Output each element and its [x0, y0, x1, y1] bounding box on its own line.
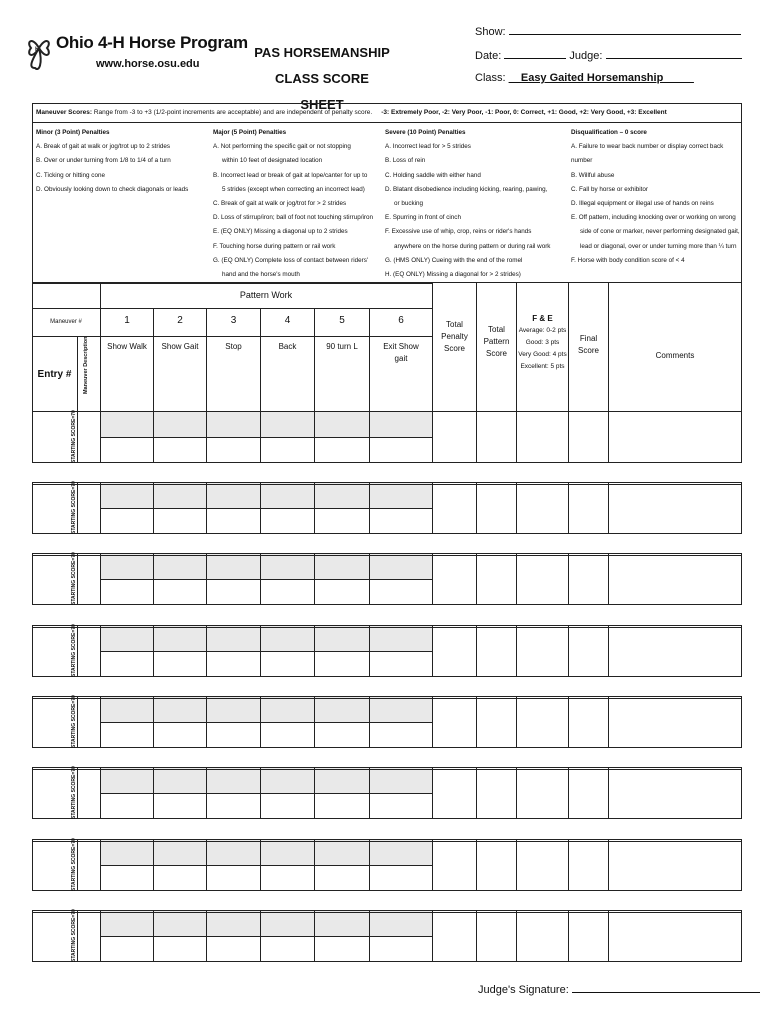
starting-score-label: STARTING SCORE=70	[71, 552, 77, 605]
starting-score-label: STARTING SCORE=70	[71, 909, 77, 962]
maneuver-number-label: Maneuver #	[50, 319, 82, 325]
program-title: Ohio 4-H Horse Program	[56, 33, 248, 52]
penalty-item: B. Loss of rein	[385, 157, 426, 165]
disq-heading: Disqualification – 0 score	[571, 129, 647, 136]
class-value: __Easy Gaited Horsemanship_____	[508, 72, 694, 84]
show-field[interactable]	[475, 24, 741, 38]
grid-line	[476, 767, 477, 819]
grid-line	[516, 411, 517, 463]
penalty-item: D. Illegal equipment or illegal use of hands on reins	[571, 200, 714, 208]
penalty-item: within 10 feet of designated location	[222, 157, 323, 165]
penalty-item: B. Willful abuse	[571, 171, 615, 179]
entry-block	[32, 411, 742, 463]
penalty-cell[interactable]	[101, 768, 153, 793]
penalty-cell[interactable]	[315, 697, 369, 722]
grid-line	[608, 696, 609, 748]
penalty-cell[interactable]	[207, 554, 260, 579]
maneuver-score-cell[interactable]	[315, 794, 369, 819]
penalty-item: D. Obviously looking down to check diagonals or leads	[36, 185, 189, 193]
penalty-item: E. Spurring in front of cinch	[385, 214, 461, 222]
total-penalty-label: Total Penalty Score	[441, 320, 468, 353]
penalty-cell[interactable]	[370, 554, 432, 579]
show-label: Show:	[475, 26, 506, 38]
fe-line: Good: 3 pts	[525, 339, 560, 346]
svg-text:H: H	[35, 47, 40, 53]
penalty-cell[interactable]	[154, 412, 206, 437]
class-field	[475, 72, 694, 84]
date-judge-field[interactable]	[475, 48, 742, 62]
maneuver-score-cell[interactable]	[101, 438, 153, 463]
score-scale: -3: Extremely Poor, -2: Very Poor, -1: Poor, 0: Correct, +1: Good, +2: Very Good, +3: Excellent	[381, 109, 667, 116]
maneuver-score-cell[interactable]	[315, 580, 369, 605]
penalty-cell[interactable]	[370, 768, 432, 793]
maneuver-score-cell[interactable]	[261, 580, 314, 605]
grid-line	[476, 482, 477, 534]
maneuver-score-cell[interactable]	[154, 794, 206, 819]
penalty-cell[interactable]	[101, 697, 153, 722]
grid-line	[516, 625, 517, 677]
grid-line	[432, 910, 433, 962]
maneuver-score-cell[interactable]	[370, 937, 432, 962]
maneuver-scores-label: Maneuver Scores:	[36, 109, 92, 116]
disqualification	[571, 126, 740, 268]
penalty-cell[interactable]	[370, 697, 432, 722]
maneuver-score-cell[interactable]	[370, 509, 432, 534]
maneuver-score-cell[interactable]	[101, 794, 153, 819]
maneuver-score-cell[interactable]	[207, 937, 260, 962]
penalty-item: number	[571, 157, 593, 165]
grid-line	[516, 696, 517, 748]
maneuver-score-cell[interactable]	[207, 652, 260, 677]
grid-line	[568, 411, 569, 463]
maneuver-desc-4: Back	[278, 342, 297, 351]
penalty-cell[interactable]	[101, 483, 153, 508]
starting-score-label: STARTING SCORE=70	[71, 766, 77, 819]
penalty-cell[interactable]	[315, 840, 369, 865]
fe-section	[517, 313, 568, 373]
penalty-item: C. Fall by horse or exhibitor	[571, 185, 648, 193]
entry-block	[32, 696, 742, 748]
penalty-cell[interactable]	[101, 412, 153, 437]
final-score-label: Final Score	[578, 334, 599, 355]
grid-line	[432, 767, 433, 819]
starting-score-label: STARTING SCORE=70	[71, 481, 77, 534]
penalty-item: B. Incorrect lead or break of gait at lope/canter for up to	[213, 171, 368, 179]
grid-line	[741, 696, 742, 748]
fe-heading: F & E	[532, 314, 553, 323]
grid-line	[608, 910, 609, 962]
grid-line	[32, 482, 33, 534]
maneuver-score-cell[interactable]	[261, 937, 314, 962]
penalty-cell[interactable]	[154, 911, 206, 936]
severe-penalties	[385, 126, 550, 282]
penalty-cell[interactable]	[154, 554, 206, 579]
grid-line	[608, 553, 609, 605]
penalty-cell[interactable]	[261, 840, 314, 865]
grid-line	[476, 411, 477, 463]
penalty-item: C. Holding saddle with either hand	[385, 171, 481, 179]
penalty-cell[interactable]	[207, 697, 260, 722]
fe-line: Very Good: 4 pts	[518, 351, 567, 358]
penalty-cell[interactable]	[370, 412, 432, 437]
maneuver-score-cell[interactable]	[261, 509, 314, 534]
maneuver-score-cell[interactable]	[315, 509, 369, 534]
penalty-item: F. Horse with body condition score of < 4	[571, 256, 685, 264]
grid-line	[516, 482, 517, 534]
grid-line	[608, 411, 609, 463]
penalty-cell[interactable]	[154, 697, 206, 722]
penalty-item: or bucking	[394, 200, 424, 208]
grid-line	[432, 553, 433, 605]
maneuver-score-cell[interactable]	[315, 866, 369, 891]
penalty-item: A. Break of gait at walk or jog/trot up to 2 strides	[36, 143, 171, 151]
penalty-item: D. Loss of stirrup/iron; ball of foot not touching stirrup/iron	[213, 214, 373, 222]
grid-line	[32, 839, 33, 891]
grid-line	[432, 482, 433, 534]
maneuver-score-cell[interactable]	[207, 794, 260, 819]
program-url[interactable]: www.horse.osu.edu	[96, 58, 200, 70]
penalty-cell[interactable]	[101, 554, 153, 579]
date-line[interactable]	[504, 48, 566, 59]
penalty-cell[interactable]	[261, 768, 314, 793]
grid-line	[568, 553, 569, 605]
entry-label: Entry #	[37, 369, 72, 380]
grid-line	[608, 767, 609, 819]
maneuver-score-cell[interactable]	[370, 723, 432, 748]
4h-clover-logo	[24, 34, 54, 76]
maneuver-score-cell[interactable]	[154, 509, 206, 534]
grid-line	[568, 625, 569, 677]
maneuver-score-cell[interactable]	[315, 937, 369, 962]
grid-line	[568, 696, 569, 748]
maneuver-score-cell[interactable]	[154, 723, 206, 748]
maneuver-desc-5: 90 turn L	[326, 342, 358, 351]
grid-line	[608, 839, 609, 891]
maneuver-num-4: 4	[284, 315, 291, 326]
maneuver-score-cell[interactable]	[101, 937, 153, 962]
grid-line	[516, 910, 517, 962]
maneuver-desc-3: Stop	[225, 342, 242, 351]
maneuver-score-cell[interactable]	[207, 438, 260, 463]
maneuver-score-cell[interactable]	[261, 652, 314, 677]
grid-line	[476, 910, 477, 962]
maneuver-score-cell[interactable]	[154, 937, 206, 962]
entry-block	[32, 553, 742, 605]
maneuver-desc-1: Show Walk	[107, 342, 147, 351]
grid-line	[432, 839, 433, 891]
grid-line	[32, 910, 33, 962]
penalty-item: E. (EQ ONLY) Missing a diagonal up to 2 strides	[213, 228, 348, 236]
penalty-item: H. (EQ ONLY) Missing a diagonal for > 2 strides)	[385, 271, 521, 279]
penalty-cell[interactable]	[101, 840, 153, 865]
penalty-cell[interactable]	[370, 483, 432, 508]
penalty-item: B. Over or under turning from 1/8 to 1/4 of a turn	[36, 157, 171, 165]
judge-line[interactable]	[606, 48, 742, 59]
penalty-cell[interactable]	[101, 911, 153, 936]
penalty-item: 5 strides (except when correcting an incorrect lead)	[222, 185, 365, 193]
fe-line: Excellent: 5 pts	[520, 363, 565, 370]
maneuver-num-5: 5	[339, 315, 345, 326]
maneuver-num-2: 2	[177, 315, 183, 326]
penalty-item: D. Blatant disobedience including kicking, rearing, pawing,	[385, 185, 548, 193]
fe-line: Average: 0-2 pts	[518, 327, 567, 334]
maneuver-score-cell[interactable]	[370, 438, 432, 463]
grid-line	[476, 839, 477, 891]
grid-line	[608, 482, 609, 534]
maneuver-desc-6: Exit Show gait	[383, 342, 419, 363]
maneuver-score-cell[interactable]	[315, 652, 369, 677]
penalty-cell[interactable]	[154, 626, 206, 651]
penalty-cell[interactable]	[315, 911, 369, 936]
maneuver-score-cell[interactable]	[101, 652, 153, 677]
maneuver-score-cell[interactable]	[315, 723, 369, 748]
penalty-cell[interactable]	[207, 412, 260, 437]
penalty-item: F. Excessive use of whip, crop, reins or rider's hands	[385, 228, 532, 236]
maneuver-score-cell[interactable]	[207, 580, 260, 605]
grid-line	[741, 767, 742, 819]
penalty-cell[interactable]	[261, 554, 314, 579]
grid-line	[568, 767, 569, 819]
penalty-cell[interactable]	[370, 911, 432, 936]
entry-block	[32, 910, 742, 962]
grid-line	[432, 696, 433, 748]
penalty-cell[interactable]	[261, 626, 314, 651]
penalty-cell[interactable]	[101, 626, 153, 651]
maneuver-num-1: 1	[124, 315, 130, 326]
maneuver-score-cell[interactable]	[154, 866, 206, 891]
grid-line	[432, 411, 433, 463]
penalty-item: anywhere on the horse during pattern or during rail work	[394, 242, 551, 250]
minor-heading: Minor (3 Point) Penalties	[36, 129, 110, 136]
comments-label: Comments	[655, 351, 695, 360]
sheet-title-line2: CLASS SCORE SHEET	[275, 71, 369, 112]
entry-block	[32, 839, 742, 891]
minor-penalties	[36, 126, 188, 197]
grid-line	[741, 625, 742, 677]
penalty-cell[interactable]	[154, 840, 206, 865]
penalty-item: C. Break of gait at walk or jog/trot for > 2 strides	[213, 200, 347, 208]
pattern-work-label: Pattern Work	[239, 290, 293, 300]
date-label: Date:	[475, 50, 502, 62]
grid-line	[476, 553, 477, 605]
penalty-cell[interactable]	[315, 483, 369, 508]
maneuver-num-3: 3	[230, 315, 237, 326]
penalty-item: hand and the horse's mouth	[222, 271, 300, 279]
maneuver-score-cell[interactable]	[154, 652, 206, 677]
penalty-item: C. Ticking or hitting cone	[36, 171, 105, 179]
maneuver-score-cell[interactable]	[154, 580, 206, 605]
total-pattern-label: Total Pattern Score	[483, 325, 510, 358]
penalty-box	[32, 103, 742, 283]
penalty-cell[interactable]	[261, 911, 314, 936]
show-line[interactable]	[509, 24, 741, 35]
penalty-cell[interactable]	[261, 697, 314, 722]
grid-line	[741, 839, 742, 891]
entry-block	[32, 482, 742, 534]
major-heading: Major (5 Point) Penalties	[213, 129, 287, 136]
penalty-cell[interactable]	[154, 483, 206, 508]
penalty-item: lead or diagonal, over or under turning more than ¼ turn	[580, 242, 737, 250]
entry-block	[32, 767, 742, 819]
penalty-cell[interactable]	[207, 483, 260, 508]
grid-line	[32, 625, 33, 677]
grid-line	[608, 625, 609, 677]
maneuver-description-label: Maneuver Description	[83, 336, 89, 394]
penalty-cell[interactable]	[315, 554, 369, 579]
signature-line[interactable]	[572, 982, 760, 993]
grid-line	[568, 839, 569, 891]
penalty-item: F. Touching horse during pattern or rail work	[213, 242, 336, 250]
starting-score-label: STARTING SCORE=70	[71, 410, 77, 463]
penalty-cell[interactable]	[154, 768, 206, 793]
maneuver-score-cell[interactable]	[101, 509, 153, 534]
grid-line	[32, 553, 33, 605]
judge-label: Judge:	[569, 50, 603, 62]
penalty-item: A. Failure to wear back number or display correct back	[571, 143, 724, 151]
maneuver-score-cell[interactable]	[261, 866, 314, 891]
grid-line	[568, 482, 569, 534]
maneuver-score-cell[interactable]	[370, 652, 432, 677]
maneuver-score-cell[interactable]	[315, 438, 369, 463]
penalty-cell[interactable]	[315, 412, 369, 437]
maneuver-score-cell[interactable]	[154, 438, 206, 463]
grid-line	[476, 696, 477, 748]
grid-line	[516, 767, 517, 819]
grid-line	[32, 767, 33, 819]
penalty-item: A. Not performing the specific gait or not stopping	[213, 143, 351, 151]
grid-line	[32, 696, 33, 748]
sheet-title-line1: PAS HORSEMANSHIP	[254, 45, 390, 60]
penalty-cell[interactable]	[370, 626, 432, 651]
signature-field[interactable]	[478, 982, 760, 996]
penalty-cell[interactable]	[261, 412, 314, 437]
penalty-item: E. Off pattern, including knocking over or working on wrong	[571, 214, 736, 222]
grid-line	[741, 553, 742, 605]
penalty-cell[interactable]	[315, 768, 369, 793]
penalty-cell[interactable]	[207, 840, 260, 865]
penalty-item: G. (EQ ONLY) Complete loss of contact between riders'	[213, 256, 369, 264]
maneuver-score-cell[interactable]	[370, 580, 432, 605]
entry-block	[32, 625, 742, 677]
maneuver-score-cell[interactable]	[101, 580, 153, 605]
maneuver-score-cell[interactable]	[261, 723, 314, 748]
grid-line	[476, 625, 477, 677]
maneuver-score-cell[interactable]	[207, 723, 260, 748]
penalty-cell[interactable]	[261, 483, 314, 508]
maneuver-score-cell[interactable]	[261, 438, 314, 463]
grid-line	[741, 411, 742, 463]
maneuver-num-6: 6	[398, 315, 404, 326]
grid-line	[516, 553, 517, 605]
severe-heading: Severe (10 Point) Penalties	[385, 129, 466, 136]
maneuver-score-cell[interactable]	[101, 866, 153, 891]
penalty-item: A. Incorrect lead for > 5 strides	[385, 143, 471, 151]
maneuver-score-cell[interactable]	[370, 794, 432, 819]
maneuver-desc-2: Show Gait	[161, 342, 199, 351]
starting-score-label: STARTING SCORE=70	[71, 838, 77, 891]
penalty-divider	[33, 122, 741, 123]
major-penalties	[213, 126, 373, 282]
maneuver-scores-text: Range from -3 to +3 (1/2-point increments are acceptable) and are independent of penalty score.	[93, 109, 373, 116]
penalty-cell[interactable]	[207, 626, 260, 651]
grid-line	[32, 411, 33, 463]
maneuver-score-cell[interactable]	[207, 509, 260, 534]
penalty-cell[interactable]	[207, 911, 260, 936]
grid-line	[568, 910, 569, 962]
penalty-cell[interactable]	[370, 840, 432, 865]
penalty-item: G. (HMS ONLY) Cueing with the end of the romel	[385, 256, 523, 264]
grid-line	[432, 625, 433, 677]
class-label: Class:	[475, 72, 506, 84]
maneuver-score-cell[interactable]	[101, 723, 153, 748]
starting-score-label: STARTING SCORE=70	[71, 624, 77, 677]
maneuver-scores-line	[36, 109, 667, 116]
grid-line	[741, 482, 742, 534]
maneuver-score-cell[interactable]	[207, 866, 260, 891]
grid-line	[741, 910, 742, 962]
maneuver-score-cell[interactable]	[370, 866, 432, 891]
signature-label: Judge's Signature:	[478, 984, 569, 996]
maneuver-score-cell[interactable]	[261, 794, 314, 819]
grid-line	[516, 839, 517, 891]
penalty-cell[interactable]	[315, 626, 369, 651]
penalty-cell[interactable]	[207, 768, 260, 793]
starting-score-label: STARTING SCORE=70	[71, 695, 77, 748]
penalty-item: side of cone or marker, never performing designated gait,	[580, 228, 740, 236]
